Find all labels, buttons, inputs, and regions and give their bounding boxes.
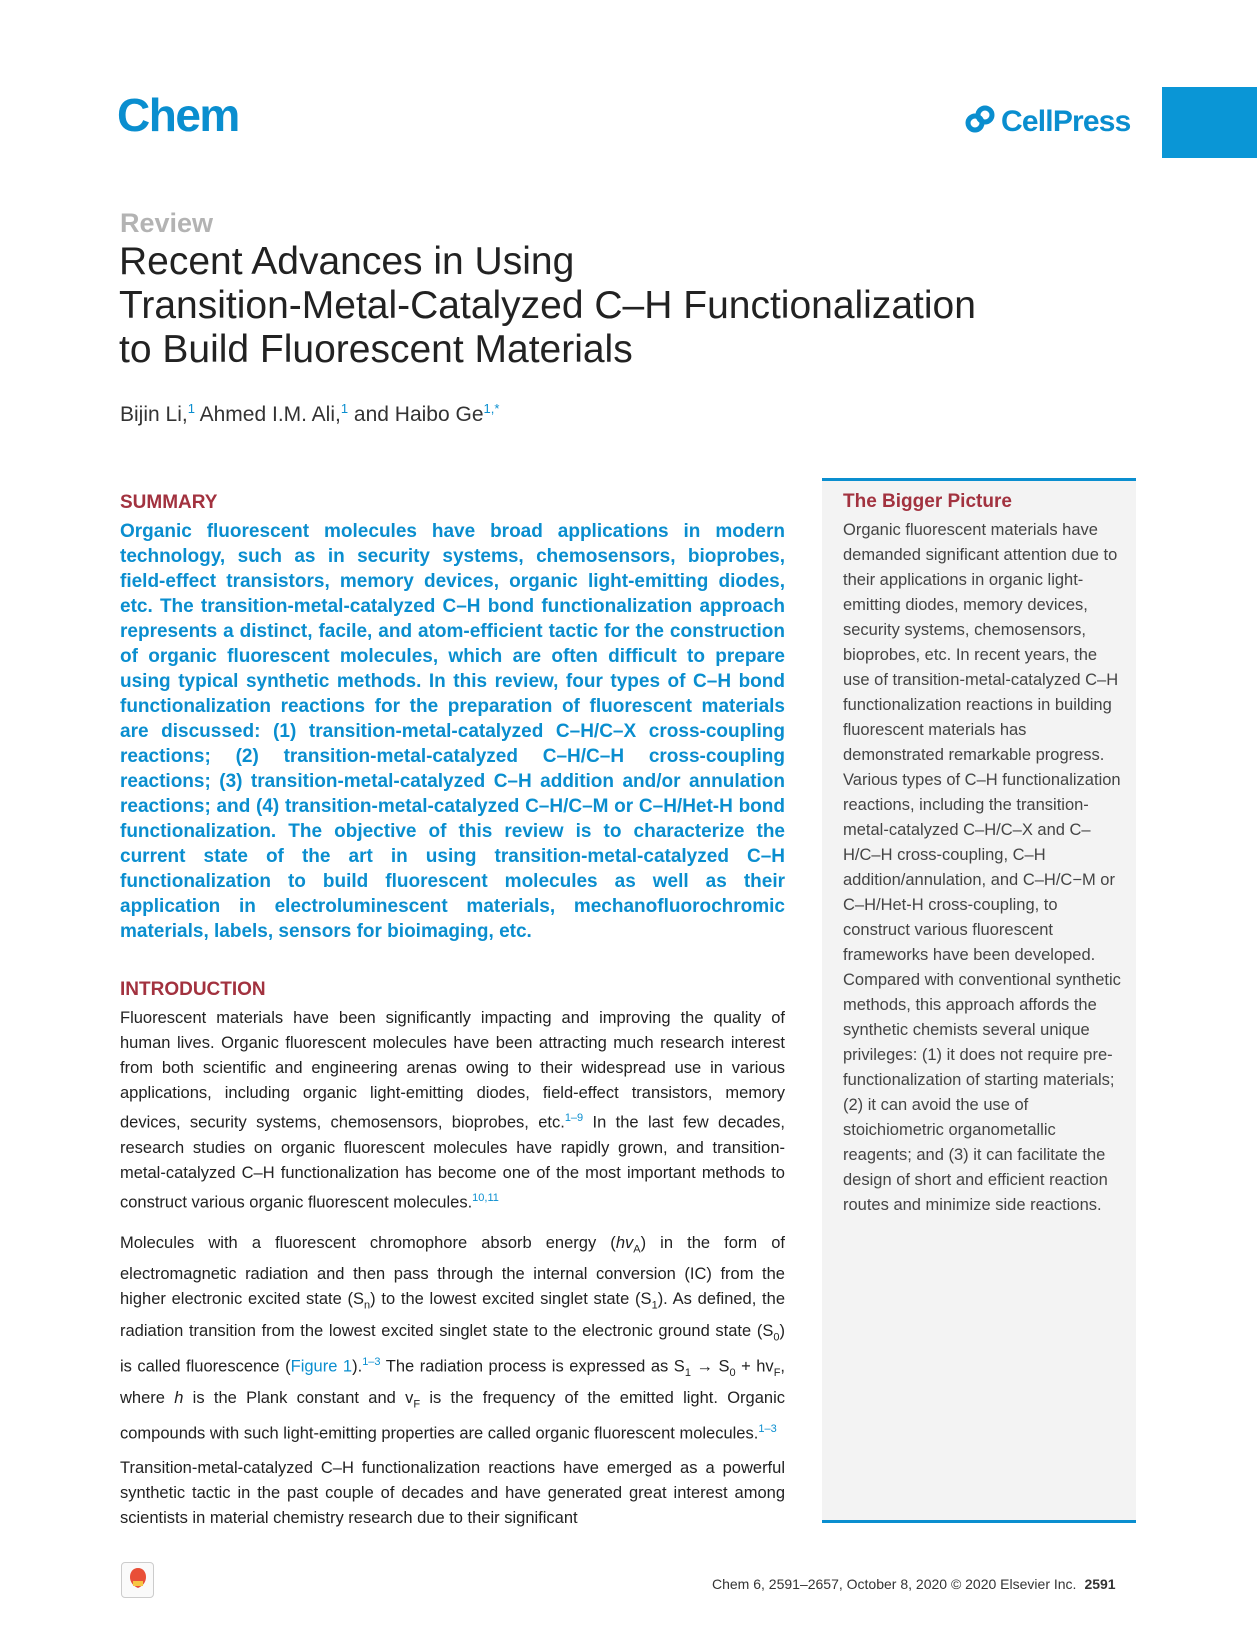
paragraph-text: is the Plank constant and v (183, 1388, 414, 1407)
subscript: 0 (729, 1366, 736, 1379)
paragraph-text: ) is called fluorescence ( (120, 1321, 785, 1376)
paragraph-text: → S (690, 1357, 730, 1376)
affiliation-link[interactable]: 1 (187, 401, 195, 416)
check-for-updates-badge[interactable] (121, 1562, 154, 1598)
section-tab (1162, 87, 1257, 158)
reference-link[interactable]: 1–3 (758, 1422, 777, 1435)
paragraph-text: , where (120, 1357, 786, 1407)
publisher-logo (965, 104, 1131, 139)
page-footer (712, 1576, 1116, 1592)
paragraph-text: The radiation process is expressed as S (380, 1357, 685, 1376)
publisher-name: CellPress (1001, 104, 1131, 138)
page-number: 2591 (1084, 1576, 1116, 1592)
author-name: Ahmed I.M. Ali, (199, 403, 341, 426)
reference-link[interactable]: 1–3 (362, 1355, 381, 1368)
title-line: Transition-Metal-Catalyzed C–H Functionalization (119, 284, 976, 327)
math-symbol: h (174, 1388, 184, 1407)
author-name: Bijin Li, (120, 403, 188, 426)
summary-text: Organic fluorescent molecules have broad applications in modern technology, such as in security systems, chemosensors, bioprobes, field-effect transistors, memory devices, organic light-emitting diodes, etc. The transition-metal-catalyzed C–H bond functionalization approach represents a distinct, facile, and atom-efficient tactic for the construction of organic fluorescent molecules, which are often difficult to prepare using typical synthetic methods. In this review, four types of C–H bond functionalization reactions for the preparation of fluorescent materials are discussed: (1) transition-metal-catalyzed C–H/C–X cross-coupling reactions; (2) transition-metal-catalyzed C–H/C–H cross-coupling reactions; (3) transition-metal-catalyzed C–H addition and/or annulation reactions; and (4) transition-metal-catalyzed C–H/C–M or C–H/Het-H bond functionalization. The objective of this review is to characterize the current state of the art in using transition-metal-catalyzed C–H functionalization to build fluorescent molecules as well as their application in electroluminescent materials, mechanofluorochromic materials, labels, sensors for bioimaging, etc. (120, 521, 785, 942)
subscript: A (633, 1243, 641, 1256)
author-list (120, 401, 499, 427)
reference-link[interactable]: 10,11 (472, 1191, 499, 1204)
subscript: 0 (773, 1330, 780, 1343)
bigger-picture-text: Organic fluorescent materials have demanded significant attention due to their applications in organic light-emitting diodes, memory devices, security systems, chemosensors, bioprobes, etc. In recent years, the use of transition-metal-catalyzed C–H functionalization reactions in building fluorescent materials has demonstrated remarkable progress. Various types of C–H functionalization reactions, including the transition-metal-catalyzed C–H/C–X and C–H/C–H cross-coupling, C–H addition/annulation, and C–H/C−M or C–H/Het-H cross-coupling, to construct various fluorescent frameworks have been developed. Compared with conventional synthetic methods, this approach affords the synthetic chemists several unique privileges: (1) it does not require pre-functionalization of starting materials; (2) it can avoid the use of stoichiometric organometallic reagents; and (3) it can facilitate the design of short and efficient reaction routes and minimize side reactions. (843, 521, 1121, 1214)
citation-text: Chem 6, 2591–2657, October 8, 2020 © 2020 Elsevier Inc. (712, 1576, 1077, 1592)
paragraph-text: is the frequency of the emitted light. Organic compounds with such light-emitting properties are called organic fluorescent molecules. (120, 1388, 785, 1443)
article-type: Review (120, 208, 214, 238)
paragraph-text: In the last few decades, research studies on organic fluorescent molecules have rapidly grown, and transition-metal-catalyzed C–H functionalization has become one of the most important methods to construct various organic fluorescent molecules. (120, 1113, 785, 1211)
paragraph-text: ) to the lowest excited singlet state (S (370, 1290, 652, 1309)
subscript: n (364, 1299, 371, 1312)
body-paragraph (120, 1231, 785, 1446)
check-updates-icon (128, 1566, 148, 1595)
body-paragraph (120, 1006, 785, 1215)
paragraph-text: ) in the form of electromagnetic radiation and then pass through the internal conversion (IC) from the higher electronic excited state (S (120, 1234, 786, 1309)
author-name: and Haibo Ge (353, 403, 484, 426)
affiliation-link[interactable]: 1,* (483, 401, 500, 416)
title-line: Recent Advances in Using (119, 240, 575, 283)
paragraph-text: Molecules with a fluorescent chromophore absorb energy ( (120, 1234, 616, 1252)
paragraph-text: Fluorescent materials have been significantly impacting and improving the quality of human lives. Organic fluorescent molecules have been attracting much research interest from both scientific and engineering arenas owing to their widespread use in various applications, including organic light-emitting diodes, field-effect transistors, memory devices, security systems, chemosensors, bioprobes, etc. (120, 1009, 785, 1132)
article-title (119, 240, 1069, 372)
subscript: 1 (651, 1299, 658, 1312)
paragraph-text: ). (352, 1357, 363, 1376)
paragraph-text: ). As defined, the radiation transition from the lowest excited singlet state to the electronic ground state (S (120, 1290, 785, 1340)
body-paragraph: Transition-metal-catalyzed C–H functionalization reactions have emerged as a powerful synthetic tactic in the past couple of decades and have generated great interest among scientists in material chemistry research due to their significant (120, 1459, 785, 1527)
reference-link[interactable]: 1–9 (564, 1112, 584, 1124)
figure-link[interactable]: Figure 1 (290, 1357, 353, 1376)
affiliation-link[interactable]: 1 (340, 401, 349, 416)
math-symbol: hv (615, 1234, 634, 1252)
subscript: 1 (684, 1366, 691, 1379)
subscript: F (413, 1397, 421, 1410)
subscript: F (773, 1366, 781, 1379)
paragraph-text: + hv (735, 1357, 774, 1376)
journal-logo: Chem (117, 89, 239, 141)
title-line: to Build Fluorescent Materials (119, 328, 633, 371)
cellpress-icon (965, 104, 995, 139)
summary-heading: SUMMARY (120, 492, 218, 513)
introduction-heading: INTRODUCTION (120, 979, 266, 1000)
bigger-picture-heading: The Bigger Picture (843, 491, 1012, 512)
